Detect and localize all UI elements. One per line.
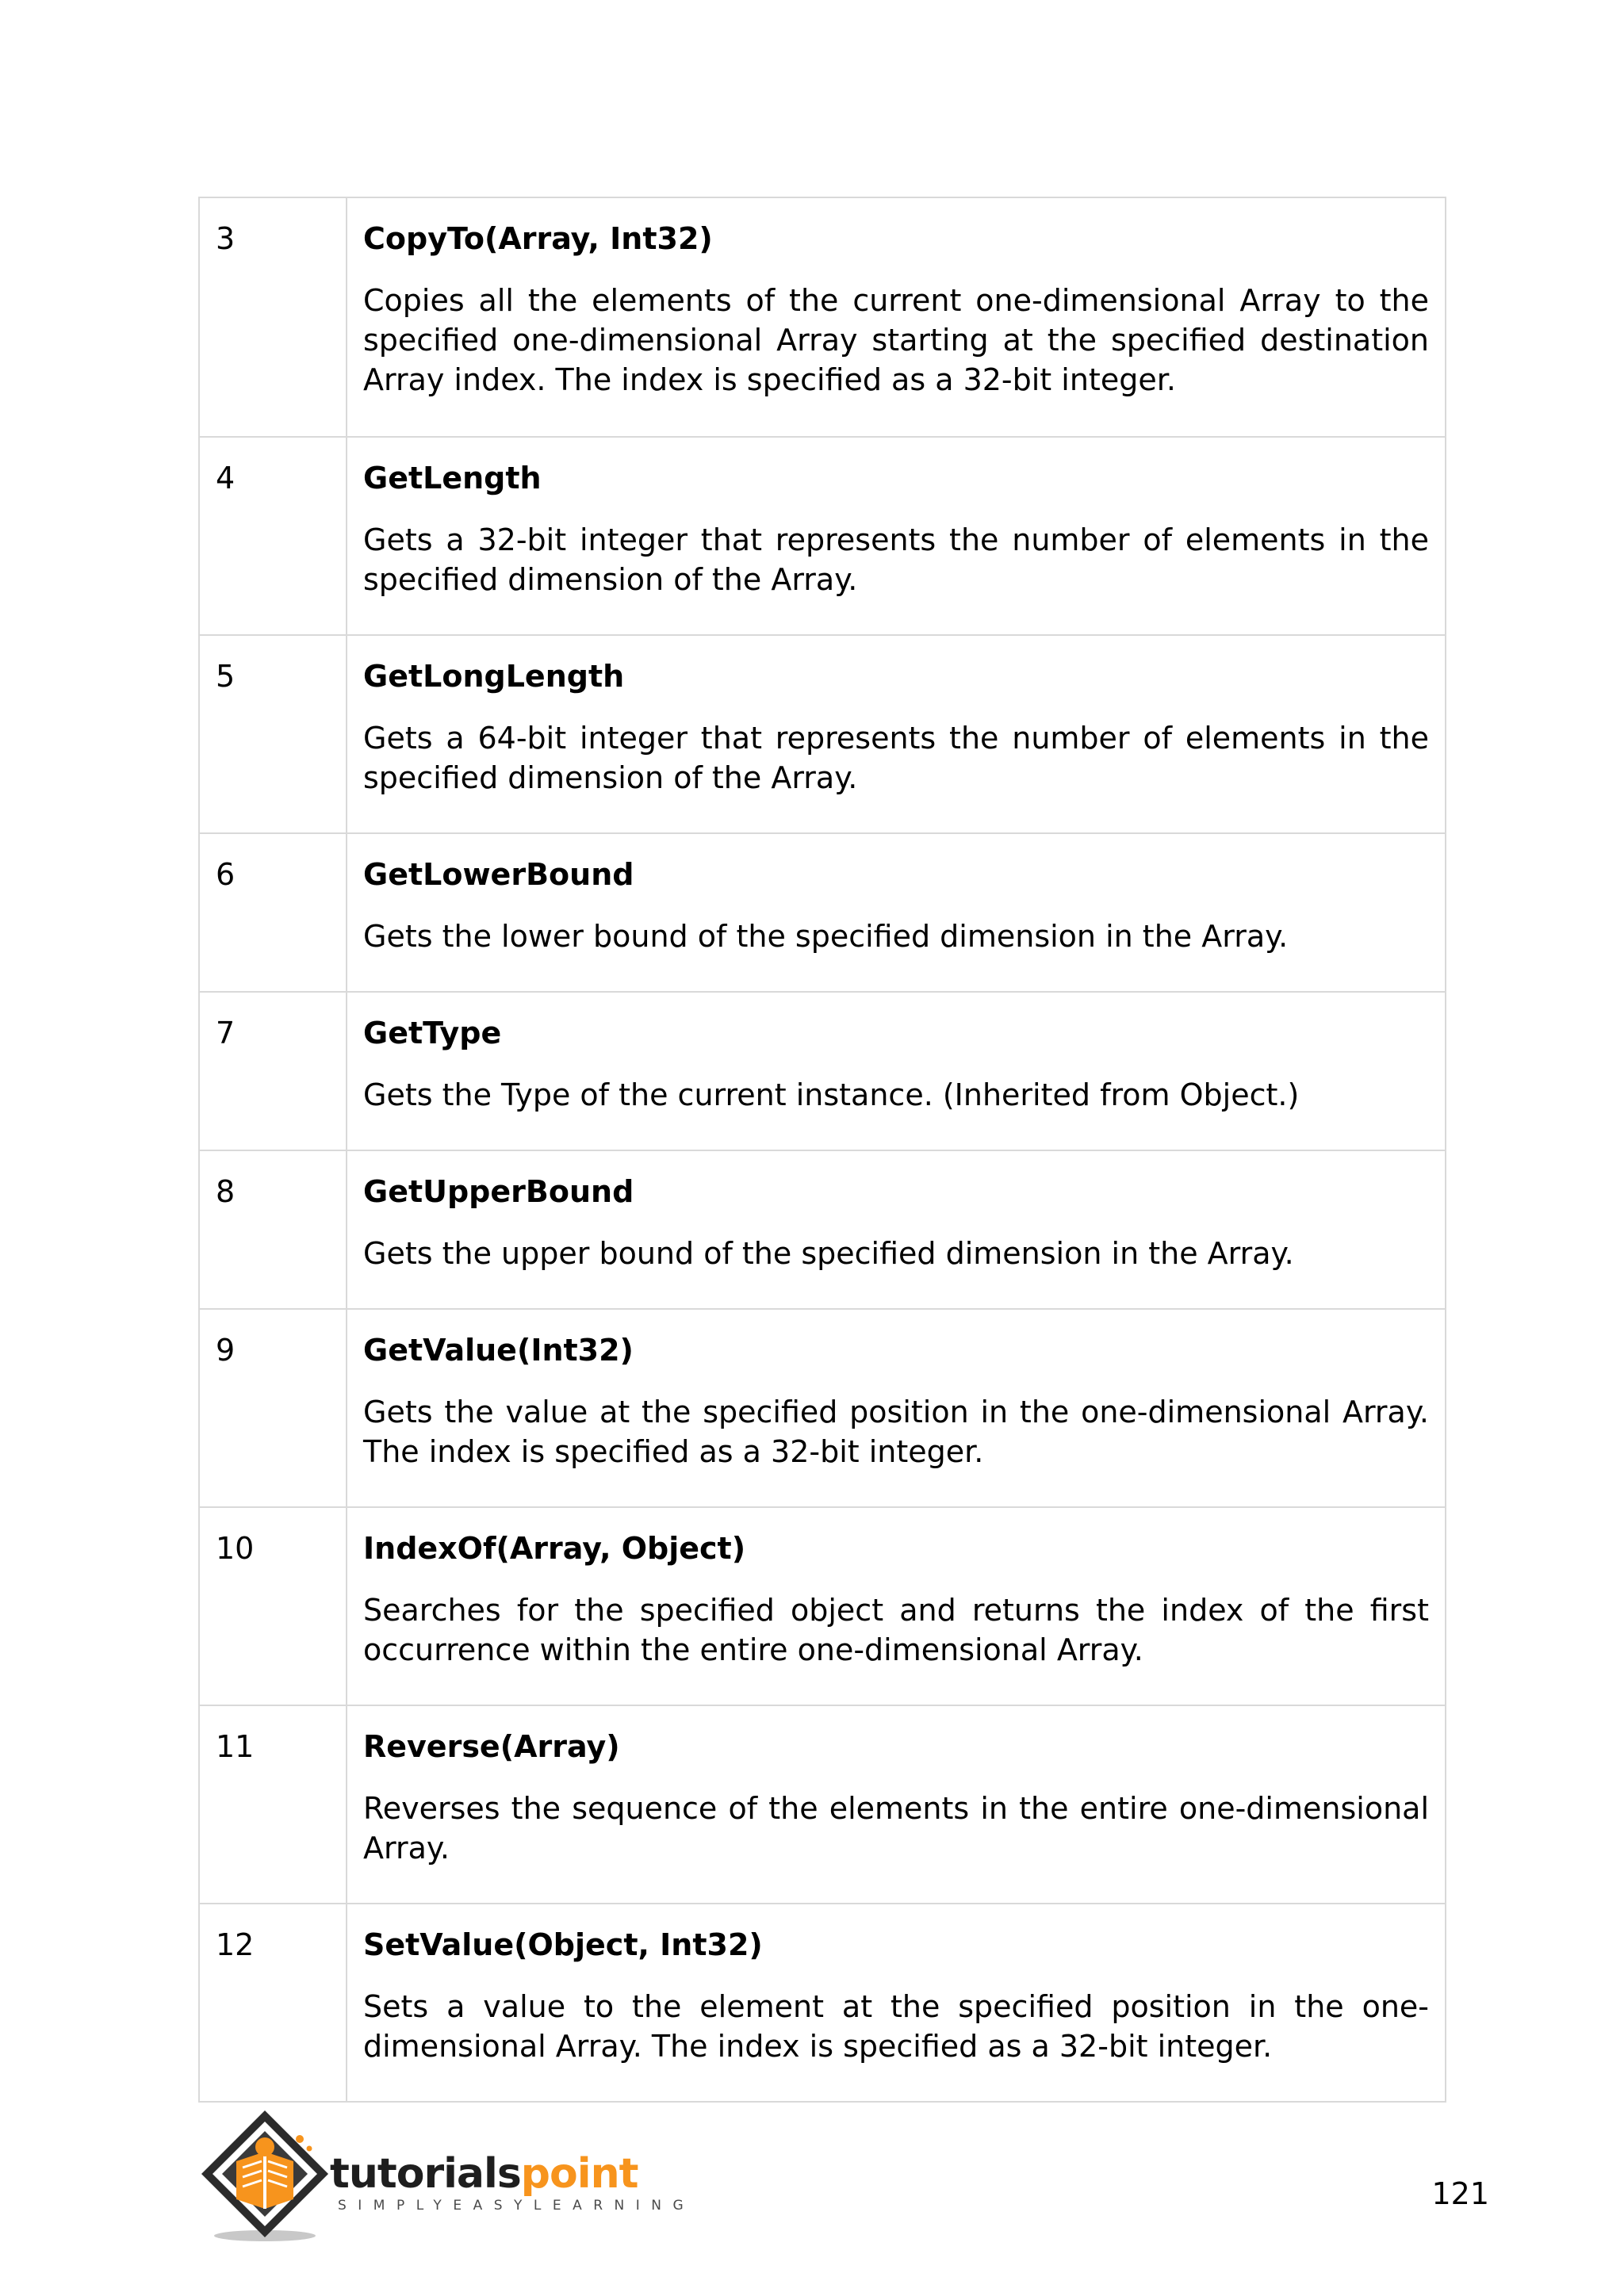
method-name: GetLength [363,461,542,496]
table-row [199,833,1446,992]
table-row [199,1150,1446,1309]
row-number: 9 [199,1309,347,1507]
table-row [199,635,1446,833]
table-row [199,197,1446,437]
table-row [199,1705,1446,1904]
row-number: 10 [199,1507,347,1705]
tutorialspoint-logo-icon [195,2104,335,2244]
row-content [347,437,1446,635]
method-description: Gets a 64-bit integer that represents the number of elements in the specified dimension of the Array. [363,721,1429,795]
row-content [347,1904,1446,2102]
method-description: Searches for the specified object and returns the index of the first occurrence within the entire one-dimensional Array. [363,1593,1429,1667]
method-name: GetLongLength [363,659,625,694]
row-number: 11 [199,1705,347,1904]
row-content [347,992,1446,1150]
logo-wordmark [330,2150,638,2198]
row-number: 12 [199,1904,347,2102]
logo-tagline: SIMPLYEASYLEARNING [338,2198,695,2214]
methods-table [198,197,1446,2103]
method-name: GetType [363,1016,502,1050]
row-number: 5 [199,635,347,833]
logo-text-orange: point [520,2150,638,2198]
row-number: 8 [199,1150,347,1309]
row-number: 3 [199,197,347,437]
method-name: GetLowerBound [363,857,634,892]
tutorialspoint-logo [195,2104,695,2244]
method-description: Gets the upper bound of the specified dimension in the Array. [363,1236,1294,1271]
table-row [199,437,1446,635]
method-name: SetValue(Object, Int32) [363,1927,763,1962]
table-row [199,992,1446,1150]
table-row [199,1904,1446,2102]
page-number: 121 [1431,2176,1489,2211]
table-row [199,1309,1446,1507]
method-description: Gets the value at the specified position in the one-dimensional Array. The index is specified as a 32-bit integer. [363,1395,1429,1469]
method-description: Gets the lower bound of the specified dimension in the Array. [363,919,1289,954]
row-content [347,635,1446,833]
method-name: CopyTo(Array, Int32) [363,221,713,256]
method-description: Gets a 32-bit integer that represents the number of elements in the specified dimension of the Array. [363,522,1429,597]
row-number: 6 [199,833,347,992]
row-content [347,197,1446,437]
method-description: Sets a value to the element at the specified position in the one-dimensional Array. The index is specified as a 32-bit integer. [363,1989,1429,2064]
table-row [199,1507,1446,1705]
row-content [347,1150,1446,1309]
logo-text-dark: tutorials [330,2150,521,2198]
row-content [347,1507,1446,1705]
method-description: Gets the Type of the current instance. (Inherited from Object.) [363,1077,1300,1112]
method-name: Reverse(Array) [363,1729,620,1764]
method-name: GetUpperBound [363,1174,634,1209]
row-content [347,1309,1446,1507]
row-number: 4 [199,437,347,635]
method-description: Copies all the elements of the current one-dimensional Array to the specified one-dimensional Array starting at the specified destination Array index. The index is specified as a 32-bit integer. [363,283,1429,397]
method-name: IndexOf(Array, Object) [363,1531,746,1566]
row-content [347,833,1446,992]
method-description: Reverses the sequence of the elements in the entire one-dimensional Array. [363,1791,1429,1866]
row-number: 7 [199,992,347,1150]
method-name: GetValue(Int32) [363,1333,634,1368]
row-content [347,1705,1446,1904]
